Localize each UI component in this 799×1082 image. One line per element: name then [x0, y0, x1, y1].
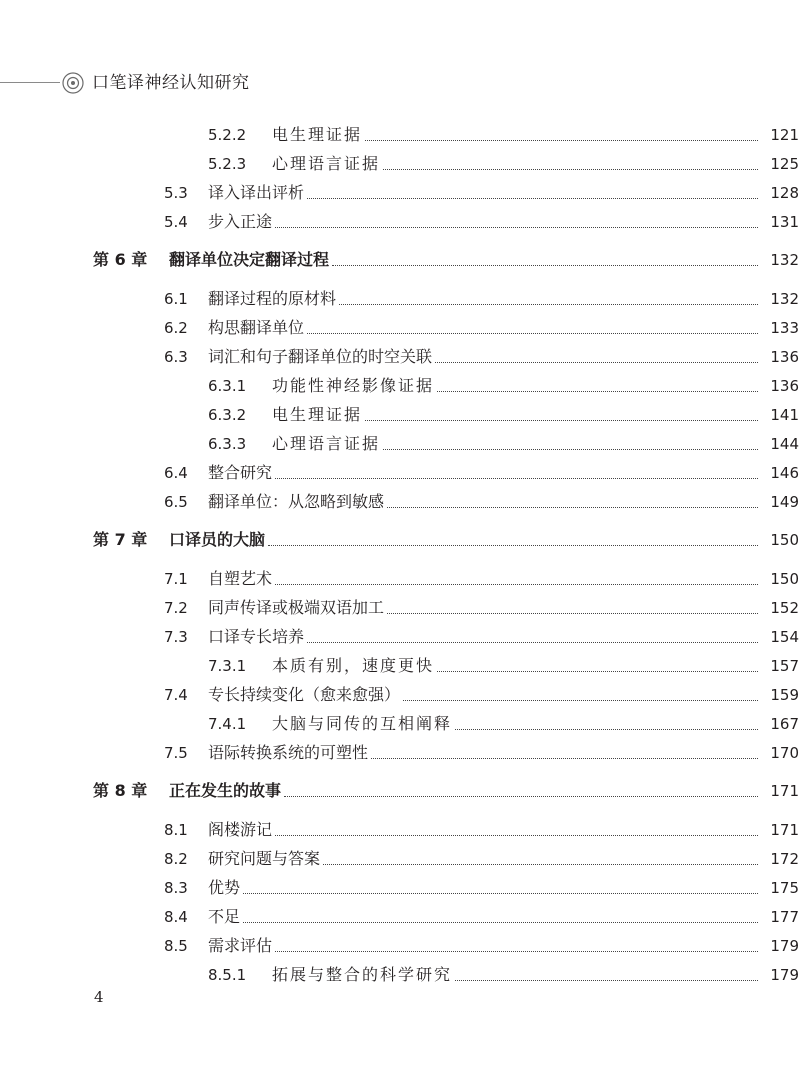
toc-dot-leader	[403, 699, 758, 701]
toc-entry-page: 179	[770, 937, 799, 955]
toc-entry-title: 整合研究	[208, 463, 273, 482]
toc-entry-number: 7.5	[164, 744, 188, 762]
toc-entry-title: 译入译出评析	[208, 183, 305, 202]
toc-entry-number: 8.3	[164, 879, 188, 897]
toc-entry-page: 172	[770, 850, 799, 868]
toc-entry-title: 优势	[208, 878, 241, 897]
toc-entry	[0, 869, 799, 899]
toc-entry-number: 6.5	[164, 493, 188, 511]
toc-entry-number: 7.3	[164, 628, 188, 646]
toc-entry-page: 171	[770, 782, 799, 800]
toc-entry-number: 6.2	[164, 319, 188, 337]
toc-chapter-entry	[0, 521, 799, 551]
toc-entry	[0, 338, 799, 368]
toc-entry	[0, 647, 799, 677]
toc-entry-title: 口译员的大脑	[169, 530, 266, 549]
toc-chapter-entry	[0, 772, 799, 802]
toc-entry-number: 7.1	[164, 570, 188, 588]
toc-entry-number: 第 7 章	[93, 530, 148, 549]
toc-entry-title: 自塑艺术	[208, 569, 273, 588]
toc-dot-leader	[332, 264, 758, 266]
running-header-title: 口笔译神经认知研究	[92, 73, 250, 93]
toc-entry-page: 167	[770, 715, 799, 733]
toc-entry-title: 步入正途	[208, 212, 273, 231]
toc-dot-leader	[323, 863, 758, 865]
toc-entry	[0, 483, 799, 513]
toc-dot-leader	[437, 670, 758, 672]
toc-entry	[0, 280, 799, 310]
toc-entry	[0, 425, 799, 455]
toc-dot-leader	[307, 641, 758, 643]
toc-dot-leader	[387, 612, 758, 614]
toc-entry-title: 心理语言证据	[272, 154, 381, 173]
toc-entry	[0, 454, 799, 484]
toc-entry-page: 146	[770, 464, 799, 482]
toc-dot-leader	[383, 448, 758, 450]
toc-entry-page: 132	[770, 251, 799, 269]
toc-entry-page: 128	[770, 184, 799, 202]
toc-entry-title: 阁楼游记	[208, 820, 273, 839]
toc-dot-leader	[339, 303, 758, 305]
toc-entry-page: 170	[770, 744, 799, 762]
toc-entry-number: 7.3.1	[208, 657, 247, 675]
toc-dot-leader	[307, 197, 758, 199]
toc-entry-title: 翻译单位：从忽略到敏感	[208, 492, 385, 511]
toc-entry	[0, 811, 799, 841]
toc-entry-page: 177	[770, 908, 799, 926]
toc-entry	[0, 589, 799, 619]
toc-entry-page: 132	[770, 290, 799, 308]
toc-entry-number: 8.5	[164, 937, 188, 955]
toc-entry-title: 本质有别，速度更快	[272, 656, 435, 675]
toc-dot-leader	[275, 477, 758, 479]
page-number: 4	[94, 988, 104, 1006]
toc-entry	[0, 145, 799, 175]
toc-entry-page: 136	[770, 377, 799, 395]
toc-entry-page: 159	[770, 686, 799, 704]
toc-entry-title: 研究问题与答案	[208, 849, 321, 868]
toc-entry-page: 131	[770, 213, 799, 231]
toc-entry-title: 需求评估	[208, 936, 273, 955]
toc-entry-number: 7.4	[164, 686, 188, 704]
toc-dot-leader	[275, 226, 758, 228]
toc-entry	[0, 898, 799, 928]
toc-entry-number: 8.4	[164, 908, 188, 926]
toc-dot-leader	[371, 757, 758, 759]
toc-entry-page: 141	[770, 406, 799, 424]
toc-entry-number: 8.1	[164, 821, 188, 839]
toc-entry	[0, 367, 799, 397]
toc-entry-number: 6.3	[164, 348, 188, 366]
toc-entry-page: 150	[770, 570, 799, 588]
toc-entry-title: 翻译过程的原材料	[208, 289, 337, 308]
toc-entry	[0, 203, 799, 233]
toc-entry-number: 6.3.1	[208, 377, 247, 395]
toc-entry-page: 171	[770, 821, 799, 839]
toc-entry-title: 翻译单位决定翻译过程	[169, 250, 330, 269]
toc-entry-page: 150	[770, 531, 799, 549]
toc-entry	[0, 734, 799, 764]
toc-dot-leader	[284, 795, 758, 797]
toc-entry-number: 5.3	[164, 184, 188, 202]
toc-entry-number: 6.3.3	[208, 435, 247, 453]
toc-entry-page: 154	[770, 628, 799, 646]
toc-entry-number: 5.2.3	[208, 155, 247, 173]
toc-entry-title: 语际转换系统的可塑性	[208, 743, 369, 762]
toc-dot-leader	[275, 950, 758, 952]
toc-entry-title: 电生理证据	[272, 405, 363, 424]
toc-entry-number: 7.2	[164, 599, 188, 617]
toc-entry-title: 心理语言证据	[272, 434, 381, 453]
toc-entry	[0, 174, 799, 204]
toc-entry-title: 构思翻译单位	[208, 318, 305, 337]
toc-dot-leader	[268, 544, 758, 546]
toc-chapter-entry	[0, 241, 799, 271]
toc-entry-title: 不足	[208, 907, 241, 926]
toc-dot-leader	[275, 583, 758, 585]
toc-entry	[0, 560, 799, 590]
toc-dot-leader	[383, 168, 758, 170]
toc-entry	[0, 705, 799, 735]
toc-entry-number: 5.4	[164, 213, 188, 231]
toc-entry-page: 149	[770, 493, 799, 511]
toc-entry-number: 第 6 章	[93, 250, 148, 269]
toc-dot-leader	[435, 361, 758, 363]
toc-entry-page: 179	[770, 966, 799, 984]
toc-entry	[0, 309, 799, 339]
toc-dot-leader	[365, 139, 758, 141]
toc-entry-page: 157	[770, 657, 799, 675]
toc-dot-leader	[243, 921, 758, 923]
toc-dot-leader	[275, 834, 758, 836]
toc-dot-leader	[455, 728, 758, 730]
toc-entry-number: 7.4.1	[208, 715, 247, 733]
toc-dot-leader	[387, 506, 758, 508]
toc-entry	[0, 116, 799, 146]
toc-entry-number: 6.3.2	[208, 406, 247, 424]
toc-dot-leader	[437, 390, 758, 392]
toc-entry-page: 121	[770, 126, 799, 144]
toc-entry-number: 6.1	[164, 290, 188, 308]
toc-entry-title: 同声传译或极端双语加工	[208, 598, 385, 617]
toc-dot-leader	[307, 332, 758, 334]
toc-entry-number: 5.2.2	[208, 126, 247, 144]
toc-entry	[0, 840, 799, 870]
toc-entry-title: 口译专长培养	[208, 627, 305, 646]
toc-entry-page: 133	[770, 319, 799, 337]
toc-entry-page: 144	[770, 435, 799, 453]
toc-entry	[0, 618, 799, 648]
toc-dot-leader	[243, 892, 758, 894]
toc-entry-number: 8.2	[164, 850, 188, 868]
toc-dot-leader	[455, 979, 758, 981]
toc-entry-title: 词汇和句子翻译单位的时空关联	[208, 347, 433, 366]
toc-entry	[0, 956, 799, 986]
toc-entry	[0, 396, 799, 426]
toc-entry-page: 125	[770, 155, 799, 173]
toc-entry	[0, 676, 799, 706]
toc-entry-title: 专长持续变化（愈来愈强）	[208, 685, 401, 704]
toc-entry	[0, 927, 799, 957]
toc-entry-title: 电生理证据	[272, 125, 363, 144]
toc-entry-title: 功能性神经影像证据	[272, 376, 435, 395]
toc-entry-page: 175	[770, 879, 799, 897]
toc-dot-leader	[365, 419, 758, 421]
toc-entry-number: 第 8 章	[93, 781, 148, 800]
toc-entry-title: 大脑与同传的互相阐释	[272, 714, 453, 733]
toc-entry-page: 152	[770, 599, 799, 617]
toc-entry-number: 6.4	[164, 464, 188, 482]
toc-entry-title: 拓展与整合的科学研究	[272, 965, 453, 984]
toc-entry-title: 正在发生的故事	[169, 781, 282, 800]
toc-entry-page: 136	[770, 348, 799, 366]
toc-entry-number: 8.5.1	[208, 966, 247, 984]
